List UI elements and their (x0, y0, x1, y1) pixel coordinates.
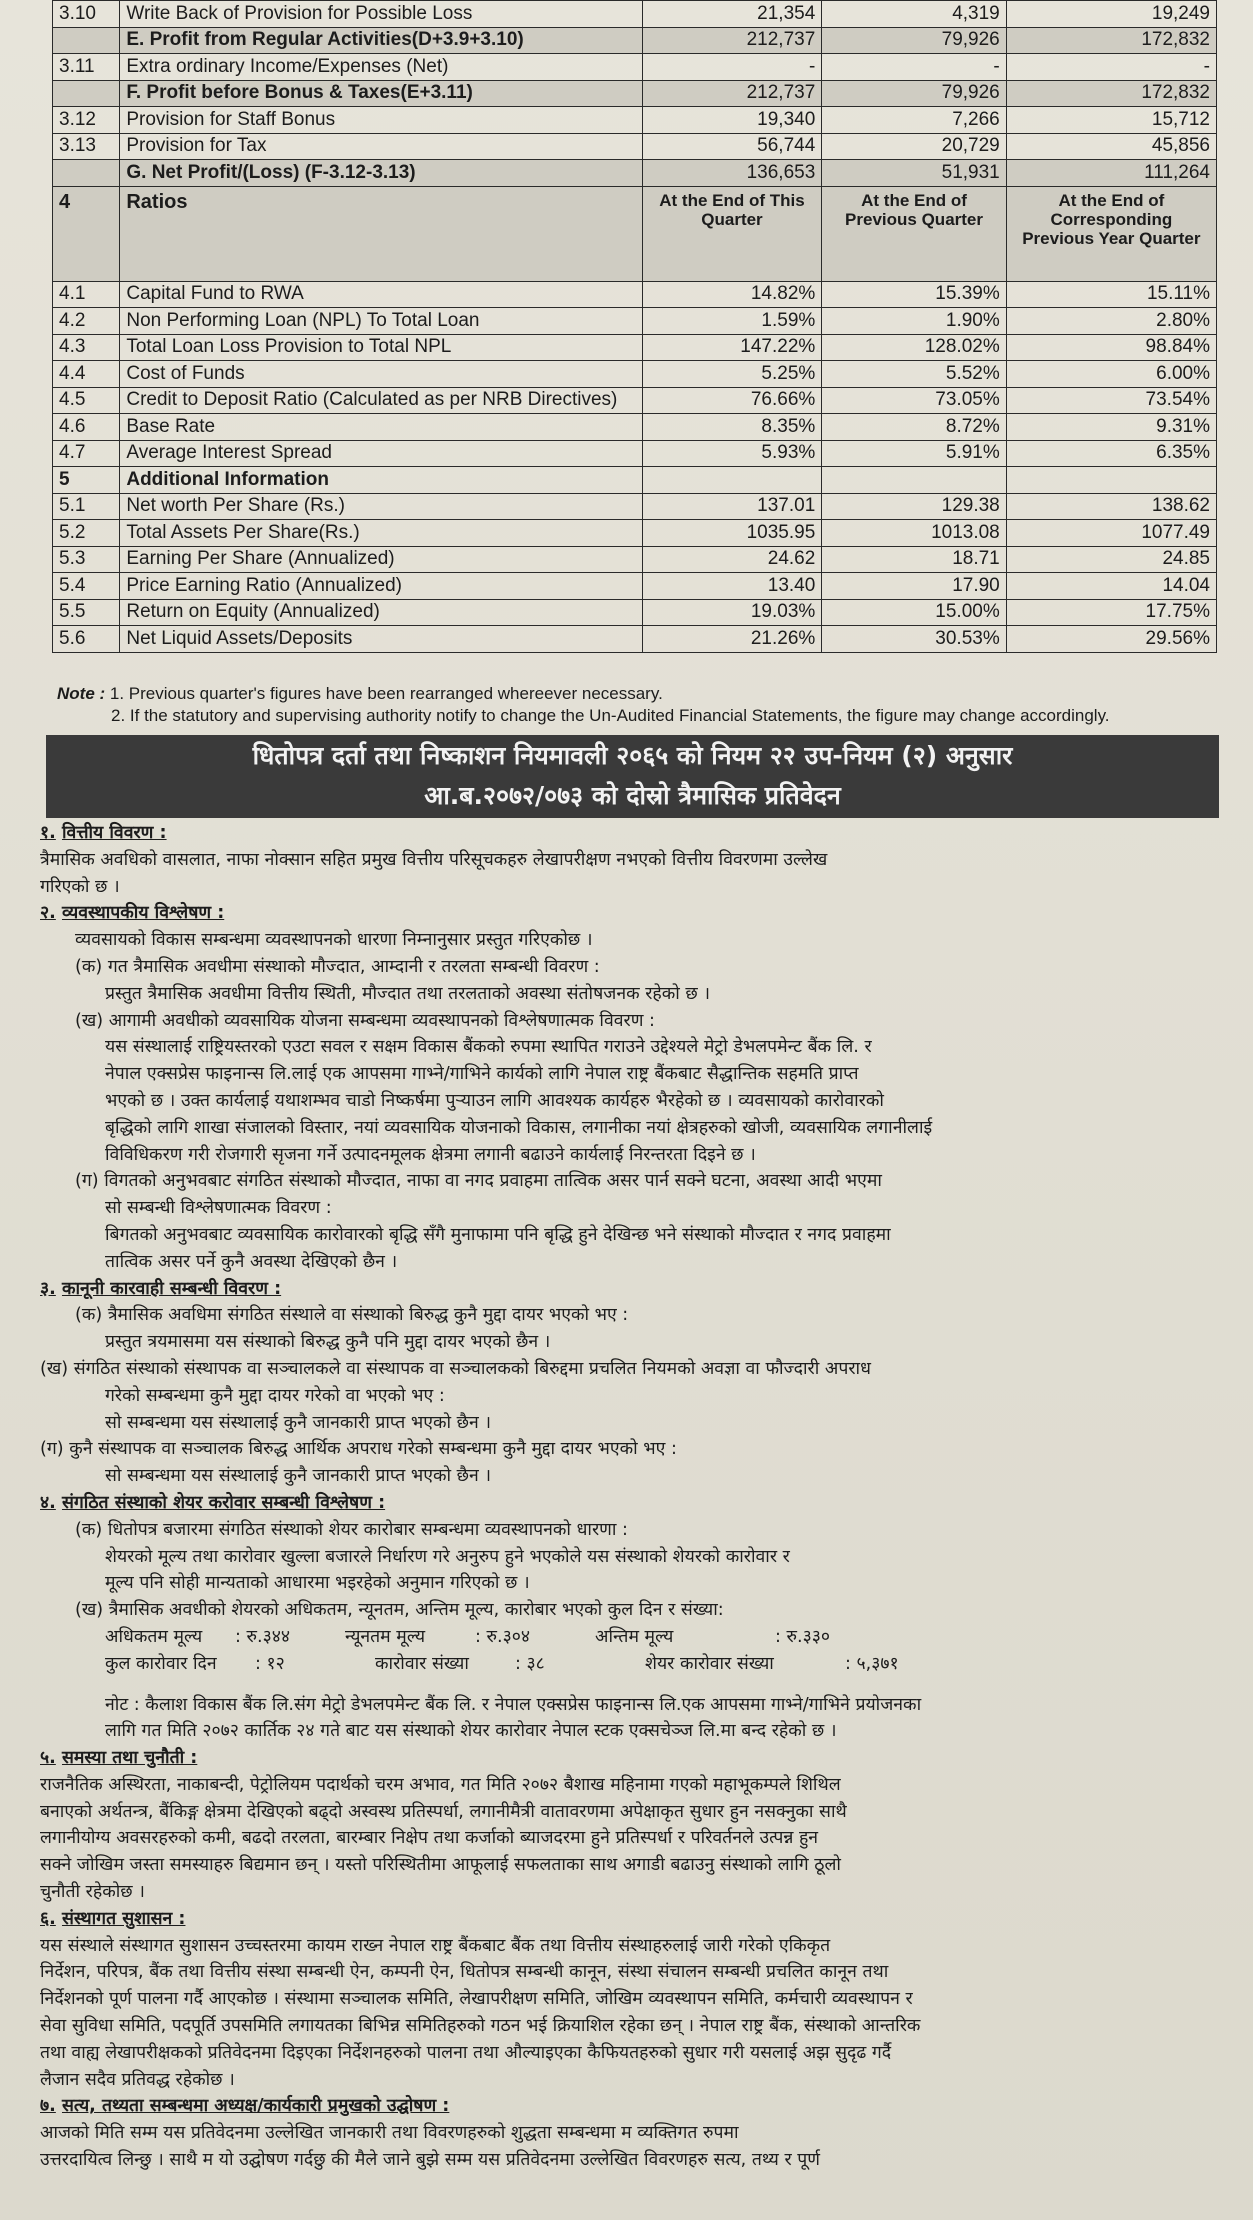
table-row (53, 1, 1217, 28)
row-number: 5.2 (53, 520, 120, 547)
value-previous-quarter: 128.02% (822, 334, 1006, 361)
value-previous-year-quarter: 98.84% (1006, 334, 1216, 361)
section-5-line: सक्ने जोखिम जस्ता समस्याहरु बिद्यमान छन् । यस्तो परिस्थितीमा आफूलाई सफलताका साथ अगाडी बढाउनु संस्थाको लागि ठूलो (40, 1855, 841, 1876)
value-this-quarter: 212,737 (642, 80, 822, 107)
value-this-quarter: 56,744 (642, 133, 822, 160)
value-previous-quarter: 79,926 (822, 80, 1006, 107)
row-description: Total Assets Per Share(Rs.) (120, 520, 642, 547)
row-number: 3.11 (53, 54, 120, 81)
ratios-section-title: Ratios (120, 186, 642, 281)
section-4-heading: ४. संगठित संस्थाको शेयर करोवार सम्बन्धी विश्लेषण : (40, 1492, 386, 1513)
section-3-ka-question: (क) त्रैमासिक अवधिमा संगठित संस्थाले वा संस्थाको बिरुद्ध कुनै मुद्दा दायर भएको भए : (75, 1305, 629, 1326)
value-previous-quarter: 8.72% (822, 414, 1006, 441)
section-4-ka-answer: शेयरको मूल्य तथा कारोवार खुल्ला बजारले निर्धारण गरे अनुरुप हुने भएकोले यस संस्थाको शेयरको कारोवार र (105, 1546, 790, 1567)
shares-traded-label: शेयर कारोवार संख्या (645, 1653, 774, 1674)
note-2: 2. If the statutory and supervising authority notify to change the Un-Audited Financial Statements, the figure may change accordingly. (111, 706, 1110, 725)
row-number: 4.7 (53, 440, 120, 467)
row-description: Extra ordinary Income/Expenses (Net) (120, 54, 642, 81)
row-number: 4.3 (53, 334, 120, 361)
value-this-quarter: 5.93% (642, 440, 822, 467)
section-7-heading: ७. सत्य, तथ्यता सम्बन्धमा अध्यक्ष/कार्यकारी प्रमुखको उद्घोषण : (40, 2096, 450, 2117)
value-this-quarter: 1035.95 (642, 520, 822, 547)
value-previous-year-quarter: 9.31% (1006, 414, 1216, 441)
table-row (53, 599, 1217, 626)
value-this-quarter: 21.26% (642, 626, 822, 653)
value-previous-quarter: 1013.08 (822, 520, 1006, 547)
value-previous-quarter: - (822, 54, 1006, 81)
row-description: Capital Fund to RWA (120, 281, 642, 308)
row-description: Average Interest Spread (120, 440, 642, 467)
ratios-section-number: 4 (53, 186, 120, 281)
row-description: E. Profit from Regular Activities(D+3.9+3.10) (120, 27, 642, 54)
row-number: 4.1 (53, 281, 120, 308)
section-3-kha-question: गरेको सम्बन्धमा कुनै मुद्दा दायर गरेको वा भएको भए : (105, 1385, 445, 1406)
section-2-ga-question: (ग) विगतको अनुभवबाट संगठित संस्थाको मौज्दात, नाफा वा नगद प्रवाहमा तात्विक असर पार्न सक्ने घटना, अवस्था आदी भएमा (75, 1171, 882, 1192)
row-number (53, 160, 120, 187)
section-7-line: उत्तरदायित्व लिन्छु । साथै म यो उद्घोषण गर्दछु की मैले जाने बुझे सम्म यस प्रतिवेदनमा उल्लेखित विवरणहरु सत्य, तथ्य र पूर्ण (40, 2150, 820, 2171)
section-2-ka-answer: प्रस्तुत त्रैमासिक अवधीमा वित्तीय स्थिती, मौज्दात तथा तरलताको अवस्था संतोषजनक रहेको छ । (105, 983, 710, 1004)
section-7-line: आजको मिति सम्म यस प्रतिवेदनमा उल्लेखित जानकारी तथा विवरणहरुको शुद्धता सम्बन्धमा म व्यक्तिगत रुपमा (40, 2123, 739, 2144)
quarterly-report-body (0, 820, 1253, 2174)
value-previous-year-quarter: 19,249 (1006, 1, 1216, 28)
value-previous-year-quarter: 2.80% (1006, 308, 1216, 335)
min-price-value: : रु.३०४ (475, 1626, 531, 1647)
row-description: F. Profit before Bonus & Taxes(E+3.11) (120, 80, 642, 107)
section-5-line: चुनौती रहेकोछ । (40, 1882, 145, 1903)
value-this-quarter: 13.40 (642, 573, 822, 600)
section-6-line: यस संस्थाले संस्थागत सुशासन उच्चस्तरमा कायम राख्न नेपाल राष्ट्र बैंकबाट बैंक तथा वित्तीय संस्थाहरुलाई जारी गरेको एकिकृत (40, 1935, 831, 1956)
row-description: Additional Information (120, 467, 642, 494)
section-4-ka-answer: मूल्य पनि सोही मान्यताको आधारमा भइरहेको अनुमान गरिएको छ । (105, 1573, 530, 1594)
ratio-rows (53, 281, 1217, 652)
row-description: Total Loan Loss Provision to Total NPL (120, 334, 642, 361)
section-5-line: लगानीयोग्य अवसरहरुको कमी, बढदो तरलता, बारम्बार निक्षेप तथा कर्जाको ब्याजदरमा हुने प्रतिस्पर्धा र परिवर्तनले उत्पन्न हुन (40, 1828, 819, 1849)
table-row (53, 160, 1217, 187)
value-previous-quarter: 79,926 (822, 27, 1006, 54)
row-description: Cost of Funds (120, 361, 642, 388)
value-previous-year-quarter: 45,856 (1006, 133, 1216, 160)
value-previous-quarter: 129.38 (822, 493, 1006, 520)
row-description: Provision for Tax (120, 133, 642, 160)
table-row (53, 440, 1217, 467)
value-previous-quarter: 7,266 (822, 107, 1006, 134)
section-2-kha-line: भएको छ । उक्त कार्यलाई यथाशम्भव चाडो निष्कर्षमा पुऱ्याउन लागि आवश्यक कार्यहरु भैरहेको छ । व्यवसायको कारोवारको (105, 1090, 884, 1111)
row-number: 5.6 (53, 626, 120, 653)
value-this-quarter: 136,653 (642, 160, 822, 187)
report-banner (46, 735, 1219, 818)
value-this-quarter: 76.66% (642, 387, 822, 414)
table-row (53, 573, 1217, 600)
section-2-heading: २. व्यवस्थापकीय विश्लेषण : (40, 903, 225, 924)
value-previous-quarter: 15.39% (822, 281, 1006, 308)
table-row (53, 387, 1217, 414)
row-description: Earning Per Share (Annualized) (120, 546, 642, 573)
section-2-ga-question: सो सम्बन्धी विश्लेषणात्मक विवरण : (105, 1198, 332, 1219)
value-this-quarter: 137.01 (642, 493, 822, 520)
max-price-value: : रु.३४४ (235, 1626, 291, 1647)
row-number: 5.1 (53, 493, 120, 520)
section-2-kha-line: नेपाल एक्सप्रेस फाइनान्स लि.लाई एक आपसमा गाभ्ने/गाभिने कार्यको लागि नेपाल राष्ट्र बैंकबाट सैद्धान्तिक सहमति प्राप्त (105, 1064, 859, 1085)
value-previous-year-quarter: 17.75% (1006, 599, 1216, 626)
section-4-note: नोट : कैलाश विकास बैंक लि.संग मेट्रो डेभलपमेन्ट बैंक लि. र नेपाल एक्सप्रेस फाइनान्स लि.एक आपसमा गाभ्ने/गाभिने प्रयोजनका (105, 1694, 922, 1715)
section-1-heading: १. वित्तीय विवरण : (40, 823, 167, 843)
table-row (53, 334, 1217, 361)
row-number (53, 80, 120, 107)
row-number: 5 (53, 467, 120, 494)
value-previous-year-quarter: 24.85 (1006, 546, 1216, 573)
row-description: Non Performing Loan (NPL) To Total Loan (120, 308, 642, 335)
max-price-label: अधिकतम मूल्य (105, 1626, 203, 1647)
value-previous-quarter: 5.91% (822, 440, 1006, 467)
value-this-quarter: 8.35% (642, 414, 822, 441)
table-row (53, 133, 1217, 160)
section-2-kha-question: (ख) आगामी अवधीको व्यवसायिक योजना सम्बन्धमा व्यवस्थापनको विश्लेषणात्मक विवरण : (75, 1010, 655, 1031)
row-number: 4.6 (53, 414, 120, 441)
last-price-label: अन्तिम मूल्य (595, 1626, 674, 1647)
row-number: 3.10 (53, 1, 120, 28)
min-price-label: न्यूनतम मूल्य (345, 1626, 426, 1647)
value-previous-year-quarter: 29.56% (1006, 626, 1216, 653)
value-this-quarter: 212,737 (642, 27, 822, 54)
table-row (53, 626, 1217, 653)
value-this-quarter: 19,340 (642, 107, 822, 134)
value-previous-year-quarter: 73.54% (1006, 387, 1216, 414)
value-this-quarter (642, 467, 822, 494)
section-6-line: सेवा सुविधा समिति, पदपूर्ति उपसमिति लगायतका बिभिन्न समितिहरुको गठन भई क्रियाशिल रहेका छन् । नेपाल राष्ट्र बैंक, संस्थाको आन्तरिक (40, 2016, 921, 2037)
table-row (53, 27, 1217, 54)
value-this-quarter: 147.22% (642, 334, 822, 361)
section-6-heading: ६. संस्थागत सुशासन : (40, 1908, 186, 1929)
share-price-row (0, 1624, 1253, 1651)
col-this-quarter-header: At the End of This Quarter (642, 186, 822, 281)
value-this-quarter: 19.03% (642, 599, 822, 626)
banner-line-2: आ.ब.२०७२/०७३ को दोस्रो त्रैमासिक प्रतिवेदन (424, 781, 841, 810)
trading-days-value: : १२ (255, 1653, 285, 1674)
section-3-ka-answer: प्रस्तुत त्रयमासमा यस संस्थाको बिरुद्ध कुनै पनि मुद्दा दायर भएको छैन । (105, 1332, 551, 1353)
value-this-quarter: - (642, 54, 822, 81)
value-previous-quarter: 20,729 (822, 133, 1006, 160)
section-3-kha-answer: सो सम्बन्धमा यस संस्थालाई कुनै जानकारी प्राप्त भएको छैन । (105, 1412, 492, 1433)
table-notes (57, 683, 1110, 727)
value-previous-year-quarter: 15,712 (1006, 107, 1216, 134)
value-this-quarter: 5.25% (642, 361, 822, 388)
table-row (53, 467, 1217, 494)
row-number: 4.2 (53, 308, 120, 335)
section-1-line: गरिएको छ । (40, 876, 120, 897)
value-previous-year-quarter: - (1006, 54, 1216, 81)
value-previous-quarter: 51,931 (822, 160, 1006, 187)
section-6-line: तथा वाह्य लेखापरीक्षकको प्रतिवेदनमा दिइएका निर्देशनहरुको पालना तथा औल्याइएका कैफियतहरुको सुधार गरी यसलाई अझ सुदृढ गर्दै (40, 2042, 892, 2063)
shares-traded-value: : ५,३७१ (845, 1653, 899, 1674)
table-row (53, 414, 1217, 441)
value-previous-year-quarter (1006, 467, 1216, 494)
value-previous-quarter: 4,319 (822, 1, 1006, 28)
section-2-kha-line: विविधिकरण गरी रोजगारी सृजना गर्ने उत्पादनमूलक क्षेत्रमा लगानी बढाउने कार्यलाई निरन्तरता दिइने छ । (105, 1144, 756, 1165)
trading-days-label: कुल कारोवार दिन (105, 1653, 217, 1674)
section-3-ga-answer: सो सम्बन्धमा यस संस्थालाई कुनै जानकारी प्राप्त भएको छैन । (105, 1466, 492, 1487)
value-previous-year-quarter: 111,264 (1006, 160, 1216, 187)
row-description: Base Rate (120, 414, 642, 441)
section-3-heading: ३. कानूनी कारवाही सम्बन्धी विवरण : (40, 1278, 282, 1299)
section-4-note: लागि गत मिति २०७२ कार्तिक २४ गते बाट यस संस्थाको शेयर कारोवार नेपाल स्टक एक्सचेञ्ज लि.मा बन्द रहेको छ । (105, 1721, 837, 1742)
section-3-kha-question: (ख) संगठित संस्थाको संस्थापक वा सञ्चालकले वा संस्थापक वा सञ्चालकको बिरुद्दमा प्रचलित नियमको अवज्ञा वा फौज्दारी अपराध (40, 1358, 871, 1379)
value-previous-year-quarter: 172,832 (1006, 27, 1216, 54)
value-previous-quarter: 15.00% (822, 599, 1006, 626)
transactions-label: कारोवार संख्या (375, 1653, 469, 1674)
table-row (53, 54, 1217, 81)
value-previous-quarter: 73.05% (822, 387, 1006, 414)
section-5-line: राजनैतिक अस्थिरता, नाकाबन्दी, पेट्रोलियम पदार्थको चरम अभाव, गत मिति २०७२ बैशाख महिनामा गएको महाभूकम्पले शिथिल (40, 1774, 841, 1795)
table-row (53, 281, 1217, 308)
row-description: Provision for Staff Bonus (120, 107, 642, 134)
row-description: Return on Equity (Annualized) (120, 599, 642, 626)
trade-count-row (0, 1651, 1253, 1678)
col-previous-quarter-header: At the End of Previous Quarter (822, 186, 1006, 281)
row-number: 5.3 (53, 546, 120, 573)
value-previous-year-quarter: 6.35% (1006, 440, 1216, 467)
section-3-ga-question: (ग) कुनै संस्थापक वा सञ्चालक बिरुद्ध आर्थिक अपराध गरेको सम्बन्धमा कुनै मुद्दा दायर भएको भए : (40, 1439, 677, 1460)
value-previous-year-quarter: 14.04 (1006, 573, 1216, 600)
value-previous-year-quarter: 15.11% (1006, 281, 1216, 308)
section-5-heading: ५. समस्या तथा चुनौती : (40, 1748, 198, 1769)
value-previous-quarter: 1.90% (822, 308, 1006, 335)
section-4-kha-question: (ख) त्रैमासिक अवधीको शेयरको अधिकतम, न्यूनतम, अन्तिम मूल्य, कारोबार भएको कुल दिन र संख्या: (75, 1600, 724, 1621)
value-this-quarter: 21,354 (642, 1, 822, 28)
row-number: 3.12 (53, 107, 120, 134)
banner-line-1: धितोपत्र दर्ता तथा निष्काशन नियमावली २०६५ को नियम २२ उप-नियम (२) अनुसार (252, 741, 1013, 770)
note-label: Note : (57, 684, 106, 703)
table-row (53, 107, 1217, 134)
section-2-ga-answer: बिगतको अनुभवबाट व्यवसायिक कारोवारको बृद्धि सँगै मुनाफामा पनि बृद्धि हुने देखिन्छ भने संस्थाको मौज्दात र नगद प्रवाहमा (105, 1224, 891, 1245)
row-number: 5.5 (53, 599, 120, 626)
section-2-ka-question: (क) गत त्रैमासिक अवधीमा संस्थाको मौज्दात, आम्दानी र तरलता सम्बन्धी विवरण : (75, 956, 600, 977)
section-6-line: निर्देशनको पूर्ण पालना गर्दै आएकोछ । संस्थामा सञ्चालक समिति, लेखापरीक्षण समिति, जोखिम व्यवस्थापन समिति, कर्मचारी व्यवस्थापन र (40, 1989, 913, 2010)
section-1-line: त्रैमासिक अवधिको वासलात, नाफा नोक्सान सहित प्रमुख वित्तीय परिसूचकहरु लेखापरीक्षण नभएको वित्तीय विवरणमा उल्लेख (40, 849, 828, 870)
row-number: 4.4 (53, 361, 120, 388)
value-this-quarter: 1.59% (642, 308, 822, 335)
table-row (53, 546, 1217, 573)
ratios-header-row (53, 186, 1217, 281)
section-4-ka-question: (क) धितोपत्र बजारमा संगठित संस्थाको शेयर कारोबार सम्बन्धमा व्यवस्थापनको धारणा : (75, 1519, 628, 1540)
section-2-ga-answer: तात्विक असर पर्ने कुनै अवस्था देखिएको छैन । (105, 1251, 398, 1272)
value-previous-year-quarter: 138.62 (1006, 493, 1216, 520)
section-2-kha-line: बृद्धिको लागि शाखा संजालको विस्तार, नयां व्यवसायिक योजनाको विकास, लगानीका नयां क्षेत्रहरुको खोजी, व्यवसायिक लगानीलाई (105, 1117, 933, 1138)
section-6-line: निर्देशन, परिपत्र, बैंक तथा वित्तीय संस्था सम्बन्धी ऐन, कम्पनी ऐन, धितोपत्र सम्बन्धी कानून, संस्था संचालन सम्बन्धी प्रचलित कानून तथा (40, 1962, 889, 1983)
section-5-line: बनाएको अर्थतन्त्र, बैंकिङ्ग क्षेत्रमा देखिएको बढ्दो अस्वस्थ प्रतिस्पर्धा, लगानीमैत्री वातावरणमा अपेक्षाकृत सुधार हुन नसक्नुका साथै (40, 1801, 847, 1822)
value-previous-quarter: 18.71 (822, 546, 1006, 573)
financial-results-table (52, 0, 1217, 653)
ratios-header-group (53, 186, 1217, 281)
table-row (53, 493, 1217, 520)
value-previous-quarter: 30.53% (822, 626, 1006, 653)
value-previous-year-quarter: 1077.49 (1006, 520, 1216, 547)
table-row (53, 520, 1217, 547)
value-previous-year-quarter: 172,832 (1006, 80, 1216, 107)
row-description: G. Net Profit/(Loss) (F-3.12-3.13) (120, 160, 642, 187)
value-this-quarter: 24.62 (642, 546, 822, 573)
note-1: 1. Previous quarter's figures have been rearranged whereever necessary. (109, 684, 663, 703)
value-previous-quarter (822, 467, 1006, 494)
row-description: Price Earning Ratio (Annualized) (120, 573, 642, 600)
profit-rows (53, 1, 1217, 187)
row-number: 4.5 (53, 387, 120, 414)
last-price-value: : रु.३३० (775, 1626, 831, 1647)
section-2-kha-line: यस संस्थालाई राष्ट्रियस्तरको एउटा सवल र सक्षम विकास बैंकको रुपमा स्थापित गराउने उद्देश्यले मेट्रो डेभलपमेन्ट बैंक लि. र (105, 1037, 872, 1058)
row-description: Credit to Deposit Ratio (Calculated as per NRB Directives) (120, 387, 642, 414)
value-this-quarter: 14.82% (642, 281, 822, 308)
row-description: Net worth Per Share (Rs.) (120, 493, 642, 520)
table-row (53, 308, 1217, 335)
row-description: Write Back of Provision for Possible Loss (120, 1, 642, 28)
row-description: Net Liquid Assets/Deposits (120, 626, 642, 653)
table-row (53, 361, 1217, 388)
section-6-line: लैजान सदैव प्रतिवद्ध रहेकोछ । (40, 2069, 235, 2090)
value-previous-year-quarter: 6.00% (1006, 361, 1216, 388)
transactions-value: : ३८ (515, 1653, 545, 1674)
table-row (53, 80, 1217, 107)
row-number: 5.4 (53, 573, 120, 600)
row-number: 3.13 (53, 133, 120, 160)
col-previous-year-header: At the End of Corresponding Previous Year Quarter (1006, 186, 1216, 281)
row-number (53, 27, 120, 54)
value-previous-quarter: 5.52% (822, 361, 1006, 388)
section-2-intro: व्यवसायको विकास सम्बन्धमा व्यवस्थापनको धारणा निम्नानुसार प्रस्तुत गरिएकोछ । (75, 930, 593, 951)
value-previous-quarter: 17.90 (822, 573, 1006, 600)
